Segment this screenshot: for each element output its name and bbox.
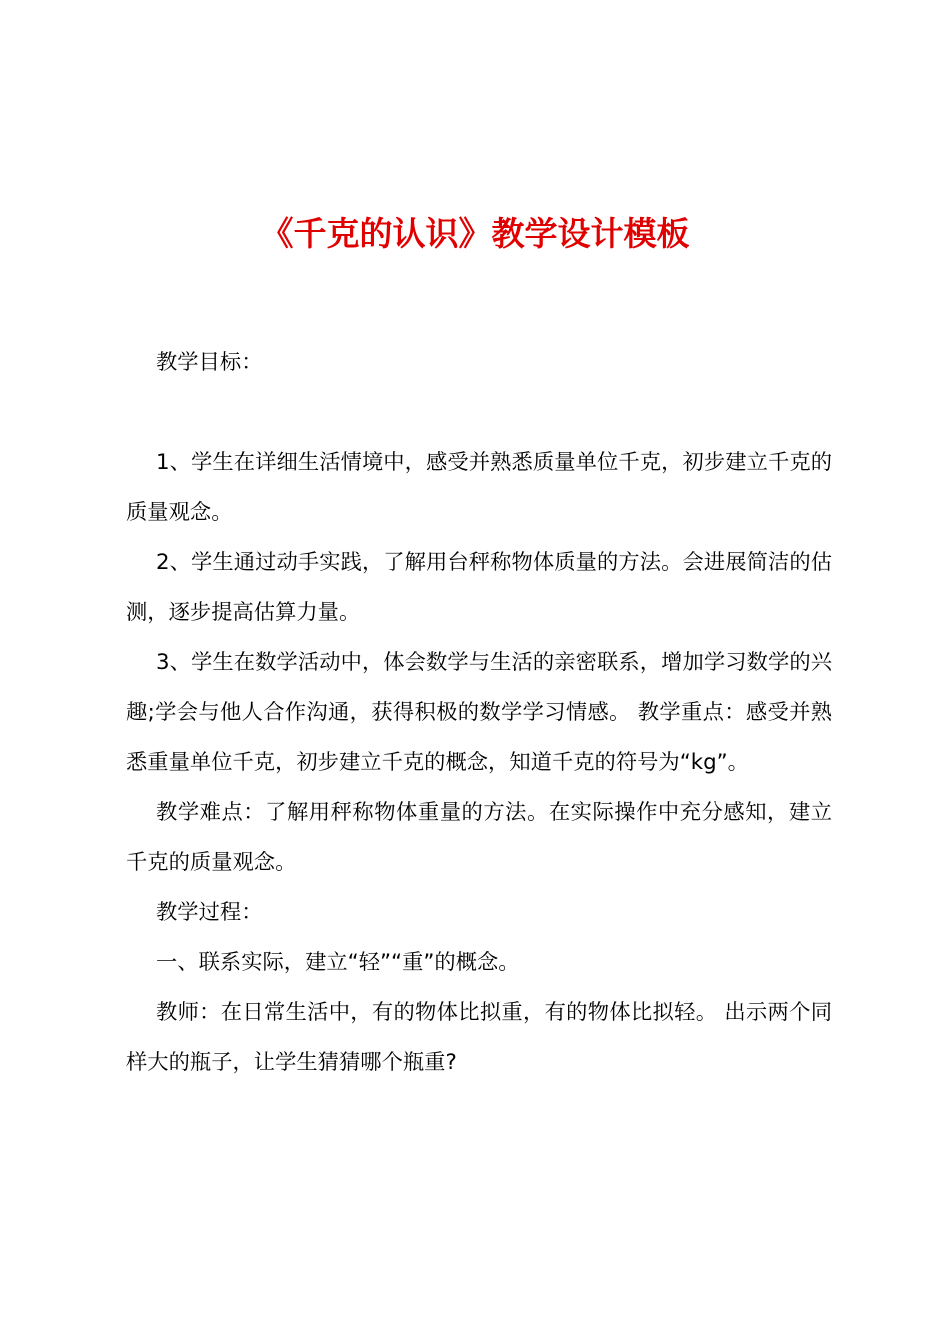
objective-2: 2、学生通过动手实践，了解用台秤称物体质量的方法。会进展简洁的估测，逐步提高估算力量。 (126, 550, 832, 625)
document-body (126, 438, 832, 1088)
process-heading: 教学过程： (156, 900, 263, 925)
section-heading-objectives-block (126, 338, 832, 388)
teacher-paragraph: 教师：在日常生活中，有的物体比拟重，有的物体比拟轻。 出示两个同样大的瓶子，让学生猜猜哪个瓶重? (126, 1000, 832, 1075)
step-1-heading: 一、联系实际，建立“轻”“重”的概念。 (156, 950, 520, 975)
objective-1: 1、学生在详细生活情境中，感受并熟悉质量单位千克，初步建立千克的质量观念。 (126, 450, 832, 525)
section-heading-objectives: 教学目标： (156, 350, 263, 375)
document-title: 《千克的认识》教学设计模板 (260, 214, 690, 253)
difficulty-paragraph: 教学难点：了解用秤称物体重量的方法。在实际操作中充分感知，建立千克的质量观念。 (126, 800, 832, 875)
objective-3-and-key-point: 3、学生在数学活动中，体会数学与生活的亲密联系，增加学习数学的兴趣;学会与他人合作沟通，获得积极的数学学习情感。 教学重点：感受并熟悉重量单位千克，初步建立千克的概念，知道千克的符号为“kg”。 (126, 650, 832, 775)
